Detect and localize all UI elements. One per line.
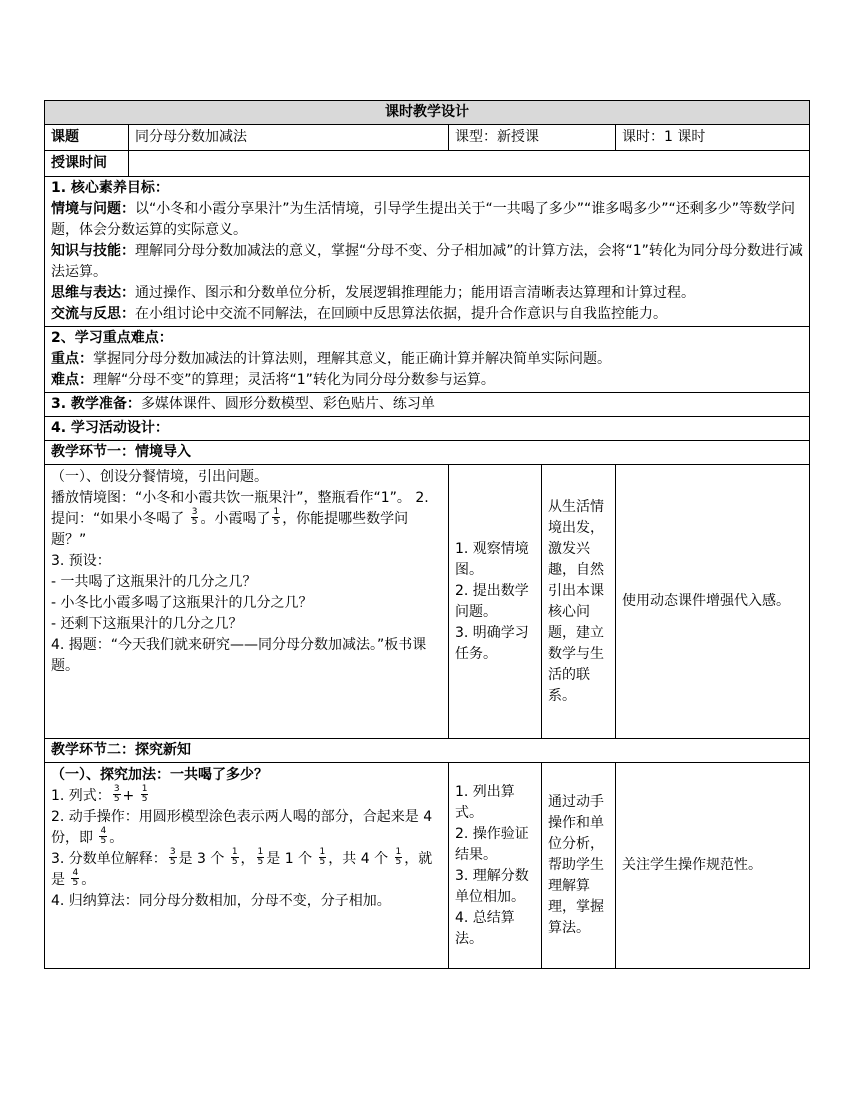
goal-text: 理解同分母分数加减法的意义，掌握“分母不变、分子相加减”的计算方法，会将“1”转化为同分母分数进行减法运算。: [51, 243, 803, 280]
key-point: [51, 349, 803, 370]
step-text: 1. 列式：: [51, 788, 111, 804]
hard-text: 理解“分母不变”的算理；灵活将“1”转化为同分母分数参与运算。: [93, 372, 495, 388]
key-label: 重点：: [51, 351, 93, 367]
step-4: 4. 归纳算法：同分母分数相加，分母不变，分子相加。: [51, 893, 391, 909]
stage1-subtitle: （一）、创设分餐情境，引出问题。: [51, 469, 268, 485]
stage2-teacher-activity: [45, 763, 449, 969]
numerator: 1: [395, 846, 402, 857]
fraction-3-5: [113, 785, 121, 804]
step-text: ，就是: [51, 851, 433, 888]
student-step: 2. 提出数学问题。: [455, 582, 529, 620]
goal-item: [51, 283, 803, 304]
student-step: 1. 观察情境图。: [455, 540, 529, 578]
goal-item: [51, 199, 803, 241]
key-text: 掌握同分母分数加减法的计算法则，理解其意义，能正确计算并解决简单实际问题。: [93, 351, 611, 367]
numerator: 1: [257, 846, 264, 857]
stage2-notes: 关注学生操作规范性。: [616, 763, 810, 969]
numerator: 3: [191, 506, 198, 517]
goal-label: 交流与反思：: [51, 306, 135, 322]
preset-question: - 小冬比小霞多喝了这瓶果汁的几分之几？: [51, 595, 313, 611]
goal-label: 情境与问题：: [51, 201, 135, 217]
topic-label: 课题: [45, 125, 129, 151]
stage1-student-activity: [449, 465, 542, 739]
lesson-plan-document: [44, 100, 809, 969]
step-2: [51, 807, 442, 849]
scene-text: ，你能提哪些数学问题？”: [51, 511, 409, 548]
step-text: 。: [81, 872, 96, 888]
fraction-3-5: [169, 848, 177, 867]
goals-section: [45, 177, 810, 327]
goal-item: [51, 241, 803, 283]
goal-text: 通过操作、图示和分数单位分析，发展逻辑推理能力；能用语言清晰表达算理和计算过程。: [135, 285, 695, 301]
time-value: [129, 151, 810, 177]
difficult-point: [51, 370, 803, 391]
goal-text: 以“小冬和小霞分享果汁”为生活情境，引导学生提出关于“一共喝了多少”“谁多喝多少”“还剩多少”等数学问题，体会分数运算的实际意义。: [51, 201, 796, 238]
denominator: 5: [231, 856, 238, 867]
denominator: 5: [395, 856, 402, 867]
fraction-1-5: [141, 785, 149, 804]
numerator: 3: [113, 783, 120, 794]
denominator: 5: [273, 516, 280, 527]
fraction-1-5: [272, 508, 280, 527]
stage2-student-activity: [449, 763, 542, 969]
step-text: 。: [109, 830, 124, 846]
stage2-title: 教学环节二：探究新知: [45, 739, 810, 763]
fraction-1-5: [319, 848, 327, 867]
fraction-1-5: [395, 848, 403, 867]
step-3: [51, 846, 442, 891]
step-text: 是 1 个: [266, 851, 313, 867]
step-1: [51, 783, 442, 807]
prep-section: [45, 393, 810, 417]
denominator: 5: [191, 516, 198, 527]
student-step: 3. 理解分数单位相加。: [455, 867, 529, 905]
stage1-scene: [51, 488, 442, 551]
keypoints-heading: 2、学习重点难点：: [51, 330, 173, 346]
stage2-design-intent: 通过动手操作和单位分析，帮助学生理解算理，掌握算法。: [542, 763, 616, 969]
prep-label: 3. 教学准备：: [51, 396, 141, 412]
stage2-subtitle: （一）、探究加法：一共喝了多少？: [51, 767, 268, 783]
stage1-title: 教学环节一：情境导入: [45, 441, 810, 465]
denominator: 5: [113, 793, 120, 804]
preset-question: - 一共喝了这瓶果汁的几分之几？: [51, 574, 257, 590]
scene-text: 。小霞喝了: [200, 511, 271, 527]
goals-heading: 1. 核心素养目标：: [51, 180, 169, 196]
numerator: 4: [72, 867, 79, 878]
scene-text: 播放情境图：“小冬和小霞共饮一瓶果汁”，整瓶看作“1”。 2. 提问：“如果小冬喝了: [51, 490, 429, 527]
lesson-hours: 课时：1 课时: [616, 125, 810, 151]
student-step: 1. 列出算式。: [455, 783, 515, 821]
denominator: 5: [319, 856, 326, 867]
activity-heading: 4. 学习活动设计：: [45, 417, 810, 441]
lesson-type: 课型：新授课: [449, 125, 616, 151]
student-step: 3. 明确学习任务。: [455, 624, 529, 662]
keypoints-section: [45, 327, 810, 393]
denominator: 5: [141, 793, 148, 804]
student-step: 2. 操作验证结果。: [455, 825, 529, 863]
denominator: 5: [100, 835, 107, 846]
goal-item: [51, 304, 803, 325]
step-text: 是 3 个: [178, 851, 225, 867]
numerator: 3: [169, 846, 176, 857]
fraction-1-5: [231, 848, 239, 867]
topic-value: 同分母分数加减法: [129, 125, 449, 151]
lesson-plan-table: [44, 100, 810, 969]
fraction-3-5: [191, 508, 199, 527]
stage1-design-intent: 从生活情境出发，激发兴趣，自然引出本课核心问题，建立数学与生活的联系。: [542, 465, 616, 739]
student-step: 4. 总结算法。: [455, 909, 515, 947]
stage1-notes: 使用动态课件增强代入感。: [616, 465, 810, 739]
fraction-4-5: [71, 869, 79, 888]
step-text: ，共 4 个: [328, 851, 389, 867]
numerator: 1: [273, 506, 280, 517]
goal-label: 思维与表达：: [51, 285, 135, 301]
numerator: 1: [319, 846, 326, 857]
step-text: ，: [240, 851, 255, 867]
stage1-reveal: 4. 揭题：“今天我们就来研究——同分母分数加减法。”板书课题。: [51, 637, 427, 674]
goal-text: 在小组讨论中交流不同解法，在回顾中反思算法依据，提升合作意识与自我监控能力。: [135, 306, 667, 322]
denominator: 5: [169, 856, 176, 867]
time-label: 授课时间: [45, 151, 129, 177]
stage1-teacher-activity: [45, 465, 449, 739]
fraction-4-5: [99, 827, 107, 846]
stage1-preset: 3. 预设：: [51, 553, 111, 569]
prep-text: 多媒体课件、圆形分数模型、彩色贴片、练习单: [140, 396, 435, 412]
step-text: 2. 动手操作：用圆形模型涂色表示两人喝的部分，合起来是 4 份，即: [51, 809, 433, 846]
numerator: 1: [141, 783, 148, 794]
goal-label: 知识与技能：: [51, 243, 135, 259]
document-title: 课时教学设计: [45, 101, 810, 125]
plus-sign: +: [122, 788, 135, 804]
fraction-1-5: [257, 848, 265, 867]
denominator: 5: [257, 856, 264, 867]
numerator: 4: [100, 825, 107, 836]
preset-question: - 还剩下这瓶果汁的几分之几？: [51, 616, 243, 632]
hard-label: 难点：: [51, 372, 93, 388]
numerator: 1: [231, 846, 238, 857]
denominator: 5: [72, 877, 79, 888]
step-text: 3. 分数单位解释：: [51, 851, 167, 867]
